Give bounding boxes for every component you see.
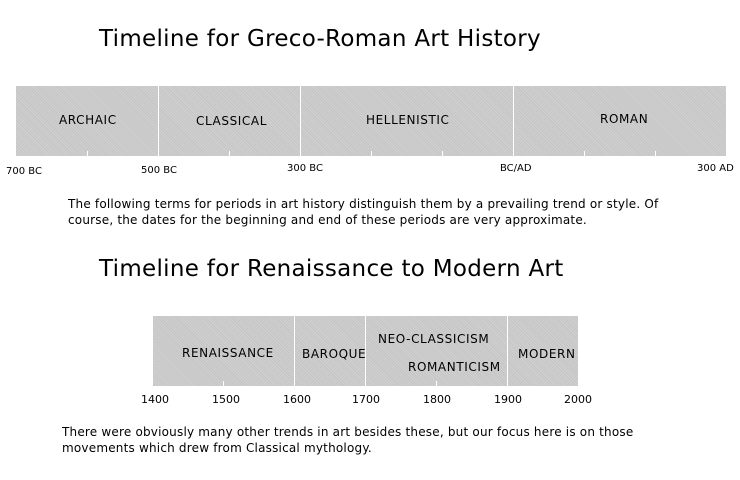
tick-label: 500 BC bbox=[141, 165, 177, 176]
tick-label: 700 BC bbox=[6, 166, 42, 177]
renaissance-timeline-title: Timeline for Renaissance to Modern Art bbox=[99, 256, 564, 282]
period-label-modern: MODERN bbox=[518, 347, 576, 361]
tick-label: BC/AD bbox=[500, 163, 532, 174]
period-label-baroque: BAROQUE bbox=[302, 347, 367, 361]
period-label-archaic: ARCHAIC bbox=[59, 113, 117, 127]
minor-tick bbox=[584, 151, 585, 156]
minor-tick bbox=[87, 151, 88, 156]
minor-tick bbox=[436, 381, 437, 386]
minor-tick bbox=[371, 151, 372, 156]
renaissance-note: There were obviously many other trends in art besides these, but our focus here is on those movements which drew from Classical mythology. bbox=[62, 425, 634, 455]
tick-label: 1400 bbox=[141, 393, 169, 406]
period-label-romanticism: ROMANTICISM bbox=[408, 360, 501, 374]
period-divider bbox=[513, 86, 514, 156]
period-label-hellenistic: HELLENISTIC bbox=[366, 113, 450, 127]
minor-tick bbox=[229, 151, 230, 156]
tick-label: 2000 bbox=[564, 393, 592, 406]
minor-tick bbox=[442, 151, 443, 156]
period-divider bbox=[300, 86, 301, 156]
tick-label: 1700 bbox=[352, 393, 380, 406]
tick-label: 300 BC bbox=[287, 163, 323, 174]
period-divider bbox=[507, 316, 508, 386]
tick-label: 1800 bbox=[423, 393, 451, 406]
period-label-classical: CLASSICAL bbox=[196, 114, 267, 128]
minor-tick bbox=[223, 381, 224, 386]
period-divider bbox=[294, 316, 295, 386]
greco-roman-timeline-title: Timeline for Greco-Roman Art History bbox=[99, 26, 541, 52]
period-label-roman: ROMAN bbox=[600, 112, 649, 126]
tick-label: 1500 bbox=[212, 393, 240, 406]
tick-label: 1900 bbox=[494, 393, 522, 406]
period-label-neo-classicism: NEO-CLASSICISM bbox=[378, 332, 490, 346]
period-divider bbox=[158, 86, 159, 156]
period-label-renaissance: RENAISSANCE bbox=[182, 346, 274, 360]
tick-label: 300 AD bbox=[697, 163, 734, 174]
greco-roman-note: The following terms for periods in art history distinguish them by a prevailing trend or style. Of course, the dates for the beginning and end of these periods are very approximate. bbox=[68, 197, 659, 227]
minor-tick bbox=[655, 151, 656, 156]
tick-label: 1600 bbox=[283, 393, 311, 406]
